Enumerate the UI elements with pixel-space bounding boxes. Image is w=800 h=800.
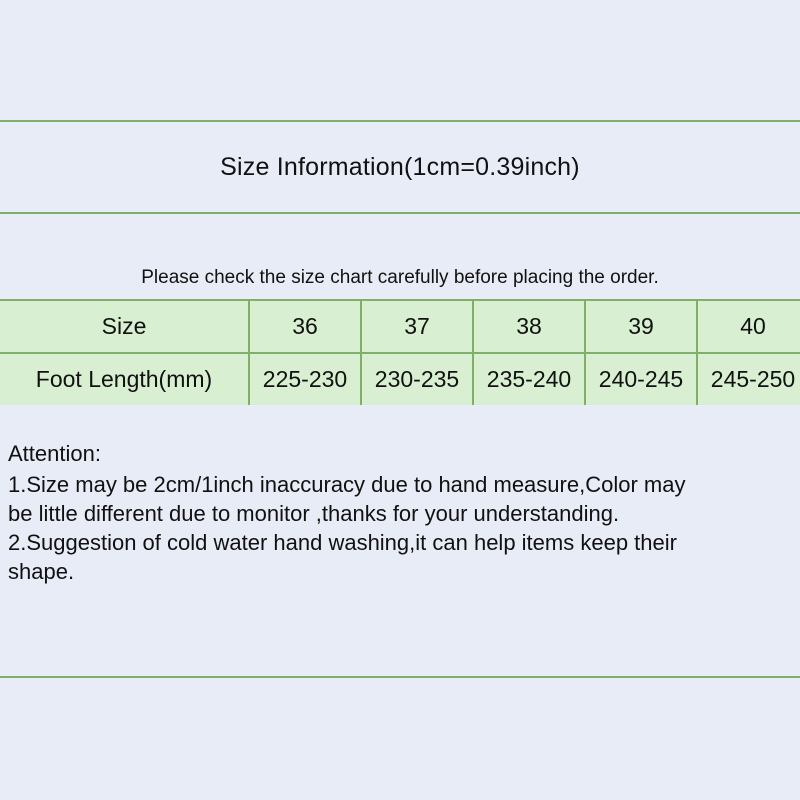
size-cell: 39 — [585, 301, 697, 353]
table-row — [0, 353, 800, 405]
size-cell: 40 — [697, 301, 800, 353]
foot-length-cell: 235-240 — [473, 353, 585, 405]
attention-line-1: 1.Size may be 2cm/1inch inaccuracy due to hand measure,Color may — [8, 472, 686, 498]
size-chart-sheet — [0, 120, 800, 678]
foot-length-cell: 225-230 — [249, 353, 361, 405]
attention-line-4: shape. — [8, 559, 75, 585]
title-band — [0, 122, 800, 214]
row-label-foot-length: Foot Length(mm) — [0, 353, 249, 405]
table-row — [0, 301, 800, 353]
attention-heading: Attention: — [8, 441, 101, 466]
foot-length-cell: 240-245 — [585, 353, 697, 405]
subtitle-text: Please check the size chart carefully before placing the order. — [141, 267, 659, 288]
attention-line-2: be little different due to monitor ,thanks for your understanding. — [8, 501, 620, 527]
attention-block — [0, 405, 800, 586]
foot-length-cell: 245-250 — [710, 366, 796, 392]
attention-line-3: 2.Suggestion of cold water hand washing,it can help items keep their — [8, 530, 677, 556]
size-cell: 36 — [249, 301, 361, 353]
row-label-size: Size — [0, 301, 249, 353]
size-cell: 38 — [473, 301, 585, 353]
size-cell: 37 — [361, 301, 473, 353]
size-table — [0, 301, 800, 405]
subtitle-band — [0, 214, 800, 301]
page-title: Size Information(1cm=0.39inch) — [220, 152, 580, 181]
foot-length-cell: 230-235 — [361, 353, 473, 405]
